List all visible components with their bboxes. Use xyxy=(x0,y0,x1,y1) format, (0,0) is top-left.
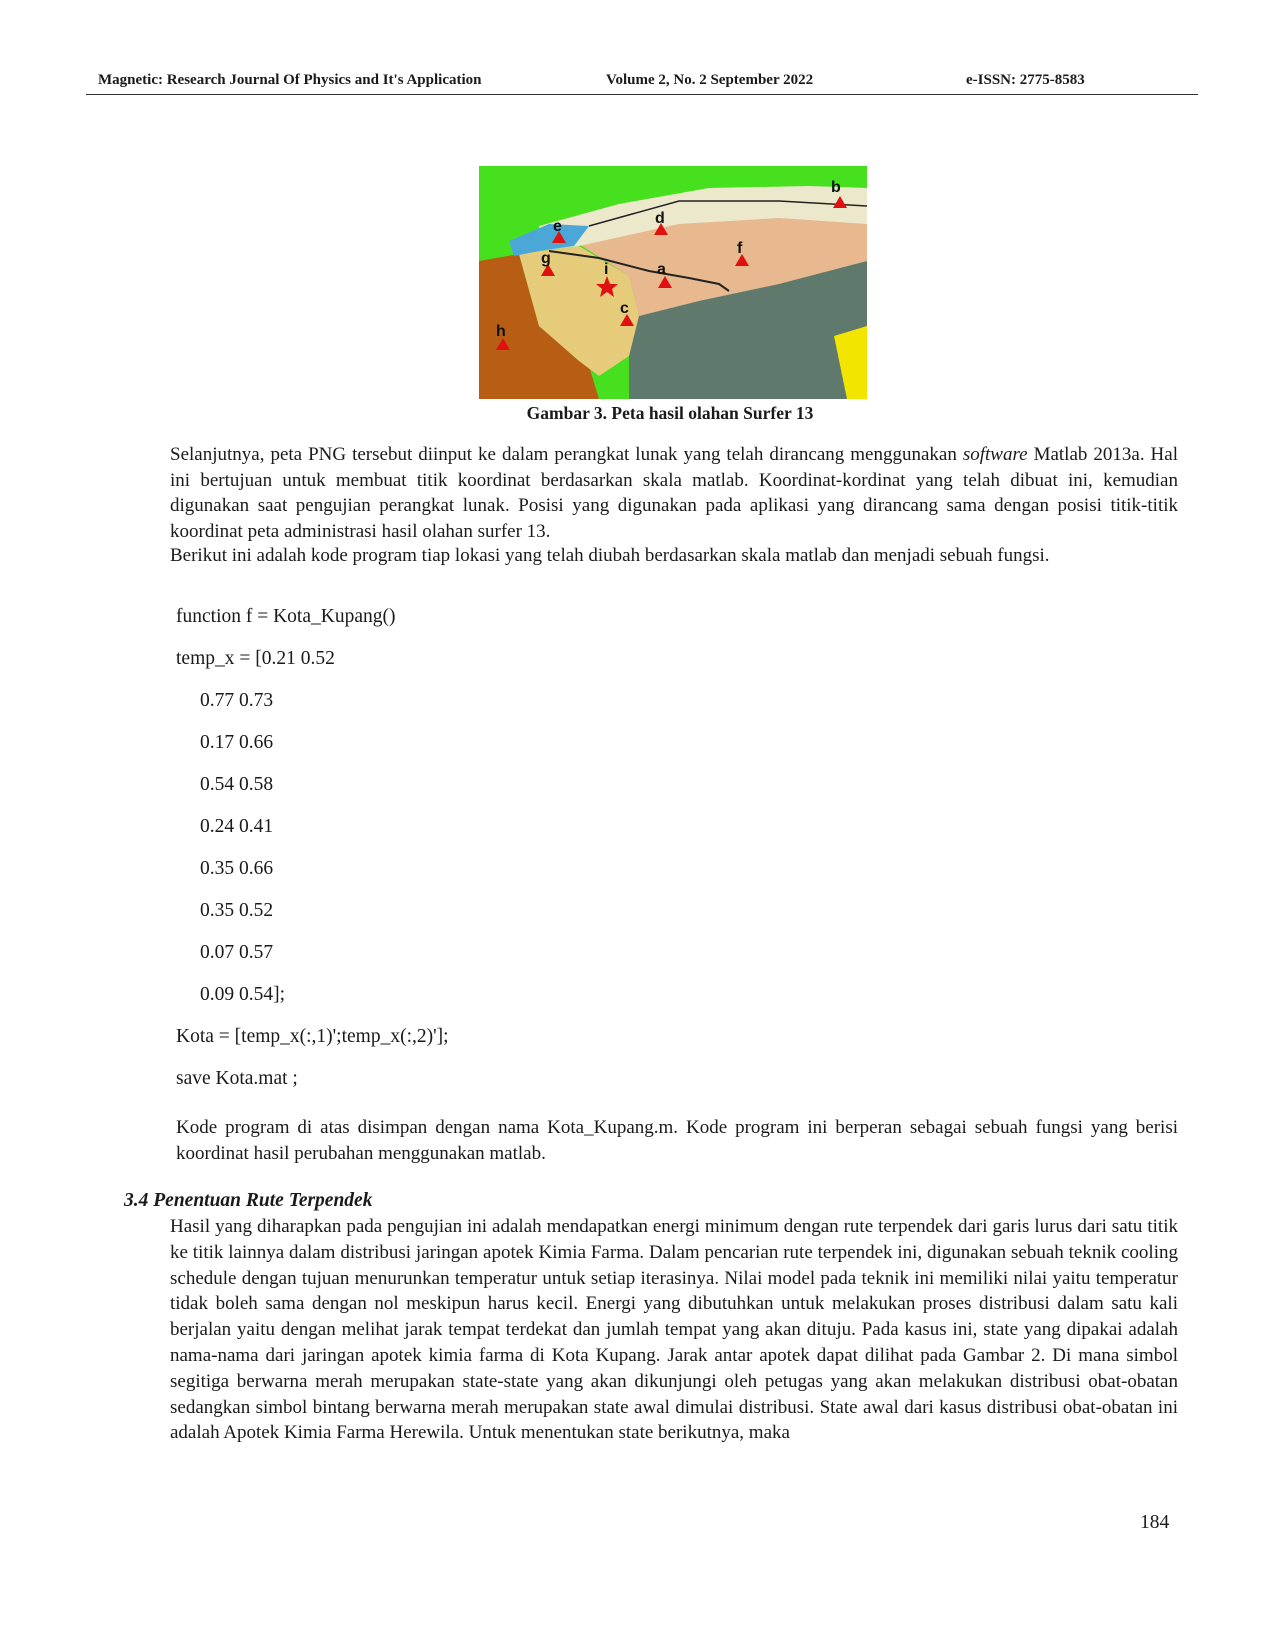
code-row: 0.54 0.58 xyxy=(200,774,274,795)
journal-title: Magnetic: Research Journal Of Physics and It's Application xyxy=(98,72,482,88)
running-header xyxy=(86,70,1198,95)
page-number: 184 xyxy=(1140,1512,1170,1533)
code-row: 0.09 0.54]; xyxy=(200,984,286,1005)
code-save-line: save Kota.mat ; xyxy=(176,1068,298,1089)
paragraph-2: Berikut ini adalah kode program tiap lokasi yang telah diubah berdasarkan skala matlab dan menjadi sebuah fungsi. xyxy=(170,545,1050,566)
code-row: 0.24 0.41 xyxy=(200,816,274,837)
code-kota-line: Kota = [temp_x(:,1)';temp_x(:,2)']; xyxy=(176,1026,449,1047)
label-c: c xyxy=(620,300,629,317)
label-g: g xyxy=(541,250,551,267)
code-row: 0.77 0.73 xyxy=(200,690,274,711)
section-heading: 3.4 Penentuan Rute Terpendek xyxy=(124,1190,373,1211)
code-row: 0.35 0.52 xyxy=(200,900,274,921)
volume-info: Volume 2, No. 2 September 2022 xyxy=(606,72,814,88)
map-figure xyxy=(479,166,867,399)
label-b: b xyxy=(831,179,841,196)
label-d: d xyxy=(655,210,665,227)
paragraph-1-text-b: Matlab 2013a. Hal ini bertujuan untuk membuat titik koordinat berdasarkan skala matlab. Koordinat-kordinat yang telah dibuat ini, kemudian digunakan saat pengujian perangkat lunak. Posisi yang digunakan pada aplikasi yang dirancang sama dengan posisi titik-titik koordinat peta administrasi hasil olahan surfer 13. xyxy=(170,444,1178,542)
figure-caption: Gambar 3. Peta hasil olahan Surfer 13 xyxy=(526,403,814,423)
code-temp-line: temp_x = [0.21 0.52 xyxy=(176,648,335,669)
label-e: e xyxy=(553,218,562,235)
paragraph-1 xyxy=(170,442,1178,544)
paragraph-1-text-a: Selanjutnya, peta PNG tersebut diinput ke dalam perangkat lunak yang telah dirancang menggunakan xyxy=(170,444,963,465)
code-row: 0.17 0.66 xyxy=(200,732,274,753)
code-function-line: function f = Kota_Kupang() xyxy=(176,606,396,627)
label-a: a xyxy=(657,261,666,278)
label-i: i xyxy=(604,261,609,278)
paragraph-4: Hasil yang diharapkan pada pengujian ini adalah mendapatkan energi minimum dengan rute terpendek dari garis lurus dari satu titik ke titik lainnya dalam distribusi jaringan apotek Kimia Farma. Dalam pencarian rute terpendek ini, digunakan sebuah teknik cooling schedule dengan tujuan menurunkan temperatur untuk setiap iterasinya. Nilai model pada teknik ini memiliki nilai yaitu temperatur tidak boleh sama dengan nol meskipun harus kecil. Energi yang dibutuhkan untuk melakukan proses distribusi dalam satu kali berjalan yaitu dengan melihat jarak tempat terdekat dan jumlah tempat yang akan dituju. Pada kasus ini, state yang dipakai adalah nama-nama dari jaringan apotek kimia farma di Kota Kupang. Jarak antar apotek dapat dilihat pada Gambar 2. Di mana simbol segitiga berwarna merah merupakan state-state yang akan dikunjungi oleh petugas yang akan melakukan distribusi obat-obatan sedangkan simbol bintang berwarna merah merupakan state awal dimulai distribusi. State awal dari kasus distribusi obat-obatan ini adalah Apotek Kimia Farma Herewila. Untuk menentukan state berikutnya, maka xyxy=(170,1216,1178,1444)
issn-info: e-ISSN: 2775-8583 xyxy=(966,72,1085,88)
paragraph-3: Kode program di atas disimpan dengan nama Kota_Kupang.m. Kode program ini berperan sebagai sebuah fungsi yang berisi koordinat hasil perubahan menggunakan matlab. xyxy=(176,1117,1178,1164)
surfer-map xyxy=(479,166,867,399)
paragraph-1-italic: software xyxy=(962,444,1028,465)
label-h: h xyxy=(496,323,506,340)
label-f: f xyxy=(737,240,743,257)
code-row: 0.35 0.66 xyxy=(200,858,274,879)
code-row: 0.07 0.57 xyxy=(200,942,274,963)
